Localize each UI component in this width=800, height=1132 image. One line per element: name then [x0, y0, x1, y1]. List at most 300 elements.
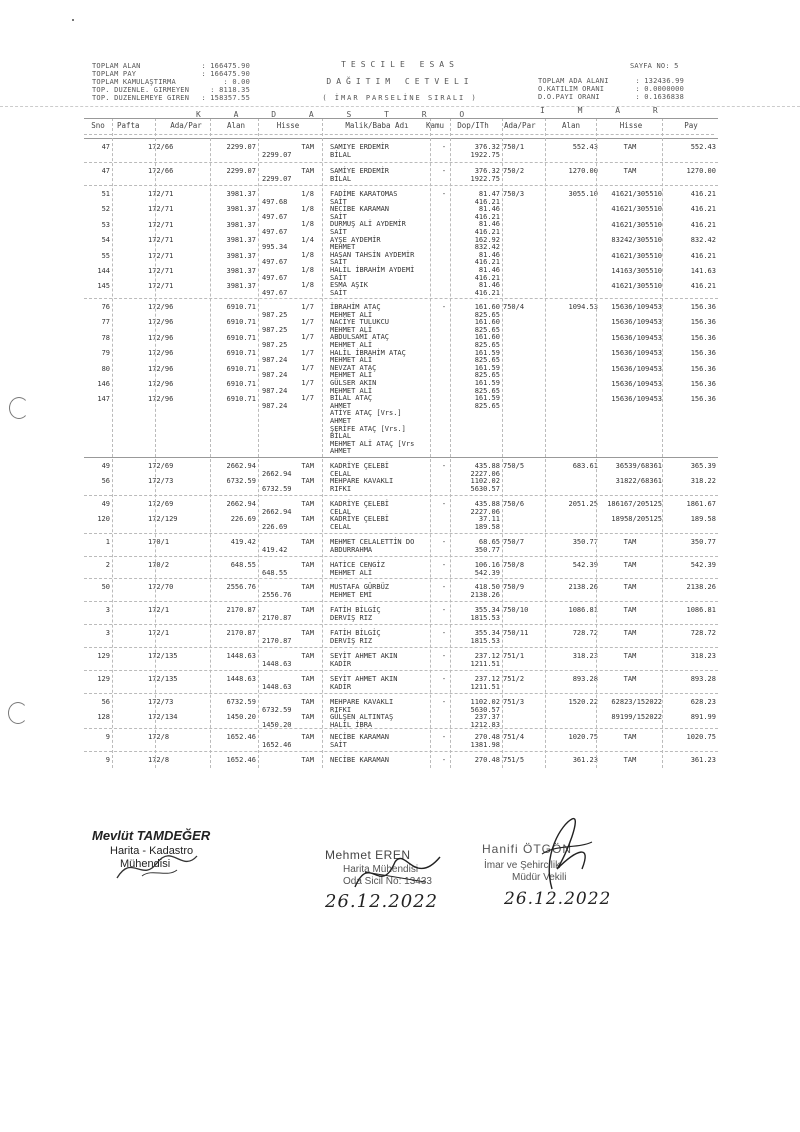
row-sno	[84, 607, 110, 615]
row-hisse-line: TAM	[301, 143, 314, 151]
row-pay-line: 365.39	[690, 462, 716, 470]
row-imar-ada	[503, 607, 543, 615]
row-alan-line: 6732.59	[226, 477, 256, 486]
row-imar-hisse-line: 41621/305510	[611, 251, 662, 260]
row-imar-hisse	[598, 539, 662, 547]
row-hisse-line: 1/8	[301, 205, 314, 214]
row-dop-ith-line: 161.60	[474, 318, 500, 327]
row-kamu	[440, 676, 448, 684]
section-imar: I M A R	[540, 106, 672, 115]
row-imar-ada-line: 750/1	[503, 143, 525, 151]
row-hisse-line: TAM	[301, 561, 314, 569]
row-alan-line: 6910.71	[226, 379, 256, 388]
row-sno	[84, 676, 110, 684]
row-malik-line: HALİL İBRA	[330, 720, 373, 729]
row-alan	[200, 539, 256, 547]
row-alan-line: 3981.37	[226, 236, 256, 245]
row-pay-line: 156.36	[690, 364, 716, 373]
row-pay-line: 542.39	[690, 561, 716, 569]
row-pay	[668, 676, 716, 684]
row-dop-ith-line: 2227.06	[470, 469, 500, 478]
row-alan-line: 3981.37	[226, 251, 256, 260]
row-sno	[84, 562, 110, 570]
row-malik-line: MEHMET CELALETTİN DO	[330, 538, 415, 546]
row-pay	[668, 630, 716, 638]
row-malik-line: HASAN TAHSİN AYDEMİR	[330, 250, 415, 259]
row-pay-line: 2138.26	[686, 583, 716, 591]
row-malik-line: NECİBE KARAMAN	[330, 733, 390, 741]
title-line-1: TESCILE ESAS	[341, 60, 459, 69]
row-malik-line: FATİH BİLGİÇ	[330, 606, 381, 614]
row-dop-ith-line: 825.65	[474, 310, 500, 319]
header-total-value: : 166475.90	[201, 70, 250, 78]
row-malik	[330, 607, 430, 622]
row-malik-line: CELAL	[330, 507, 352, 516]
row-hisse-line: 1450.20	[262, 720, 292, 729]
row-kamu-line: -	[441, 733, 447, 741]
row-ada-parsel-line: 172/135	[148, 652, 178, 660]
row-dop-ith-line: 418.50	[474, 583, 500, 591]
column-header-6: Kamu	[426, 121, 445, 130]
row-dop-ith	[450, 676, 500, 691]
row-pay-line: 156.36	[690, 333, 716, 342]
row-pay	[668, 607, 716, 615]
row-malik-line: GÜLŞEN ALTINTAŞ	[330, 713, 394, 722]
row-malik	[330, 539, 430, 554]
row-sno-line: 76	[101, 303, 110, 311]
row-imar-ada-line: 750/8	[503, 561, 525, 569]
scan-speck	[72, 19, 74, 21]
row-sno-line: 78	[101, 333, 110, 342]
row-imar-hisse	[598, 734, 662, 742]
section-kadastro: K A D A S T R O	[196, 110, 479, 119]
row-dop-ith-line: 81.46	[478, 205, 500, 214]
row-imar-ada-line: 751/5	[503, 756, 525, 764]
row-sno-line: 54	[101, 236, 110, 245]
row-imar-hisse-line: 89199/152022	[611, 713, 662, 722]
row-hisse-line: 987.24	[262, 371, 288, 380]
row-imar-hisse-line: 18958/205125	[611, 515, 662, 524]
row-malik-line: CELAL	[330, 469, 352, 478]
row-ada-parsel-line: 172/71	[148, 251, 174, 260]
row-imar-hisse-line: 15636/109453	[611, 349, 662, 358]
column-header-1: Pafta	[117, 121, 140, 130]
signer-name: Mevlüt TAMDEĞER	[92, 828, 211, 843]
row-imar-hisse-line: TAM	[623, 756, 637, 764]
row-dop-ith-line: 355.34	[474, 606, 500, 614]
row-hisse-line: 226.69	[262, 522, 288, 531]
row-hisse	[262, 734, 314, 749]
row-malik-line: ATİYE ATAÇ [Vrs.]	[330, 409, 402, 418]
row-alan-line: 2662.94	[226, 500, 256, 508]
row-dop-ith-line: 81.46	[478, 265, 500, 274]
row-imar-hisse	[598, 630, 662, 638]
row-imar-alan-line: 1020.75	[568, 733, 598, 741]
row-imar-hisse	[598, 584, 662, 592]
row-hisse-line: TAM	[301, 477, 314, 486]
row-imar-hisse-line: 15636/109453	[611, 303, 662, 311]
row-dop-ith-line: 161.60	[474, 333, 500, 342]
row-sno	[84, 463, 110, 494]
row-imar-hisse	[598, 607, 662, 615]
row-dop-ith-line: 416.21	[474, 212, 500, 221]
row-imar-alan	[546, 676, 598, 684]
row-imar-ada-line: 750/5	[503, 462, 525, 470]
row-sno	[84, 539, 110, 547]
header-page-number: SAYFA NO: 5	[630, 62, 679, 70]
row-imar-alan	[546, 144, 598, 152]
row-pay	[668, 562, 716, 570]
row-pay-line: 156.36	[690, 379, 716, 388]
row-kamu-line: -	[441, 190, 447, 198]
row-malik	[330, 757, 430, 765]
row-imar-alan-line: 318.23	[572, 652, 598, 660]
row-separator	[84, 751, 718, 752]
row-malik	[330, 562, 430, 577]
row-dop-ith-line: 376.32	[474, 143, 500, 151]
row-imar-hisse	[598, 168, 662, 176]
row-malik-line: FADİME KARATOMAS	[330, 190, 398, 198]
signer-title: Harita Mühendisi	[343, 864, 419, 875]
row-dop-ith-line: 1211.51	[470, 659, 500, 668]
row-malik	[330, 653, 430, 668]
row-sno	[84, 501, 110, 532]
row-sno-line: 120	[97, 515, 110, 524]
row-hisse-line: 1/7	[301, 394, 314, 403]
row-separator	[84, 162, 718, 163]
row-hisse-line: 1/8	[301, 265, 314, 274]
column-guide	[210, 118, 211, 768]
row-dop-ith-line: 81.46	[478, 250, 500, 259]
row-hisse-line: 648.55	[262, 568, 288, 577]
row-pay-line: 416.21	[690, 220, 716, 229]
row-ada-parsel-line: 170/2	[148, 561, 170, 569]
row-alan	[200, 463, 256, 494]
row-kamu-line: -	[441, 652, 447, 660]
row-sno-line: 146	[97, 379, 110, 388]
row-imar-alan-line: 1086.81	[568, 606, 598, 614]
row-pay-line: 416.21	[690, 205, 716, 214]
row-ada-parsel-line: 172/96	[148, 318, 174, 327]
row-alan-line: 6732.59	[226, 698, 256, 706]
row-sno	[84, 630, 110, 638]
row-dop-ith-line: 189.58	[474, 522, 500, 531]
row-malik-line: SAİT	[330, 212, 347, 221]
row-dop-ith-line: 1815.53	[470, 636, 500, 645]
row-imar-alan	[546, 168, 598, 176]
row-imar-hisse-line: 41621/305510	[611, 220, 662, 229]
row-hisse-line: 987.24	[262, 356, 288, 365]
row-imar-hisse	[598, 699, 662, 730]
row-sno-line: 52	[101, 205, 110, 214]
row-imar-ada	[503, 539, 543, 547]
row-imar-hisse	[598, 562, 662, 570]
row-hisse	[262, 168, 314, 183]
row-malik	[330, 630, 430, 645]
signature-block-2	[325, 848, 475, 912]
row-malik-line: SAİT	[330, 258, 347, 267]
row-sno-line: 145	[97, 282, 110, 291]
row-imar-hisse	[598, 144, 662, 152]
row-alan	[200, 304, 256, 412]
row-dop-ith-line: 825.65	[474, 401, 500, 410]
row-malik-line: MEHPARE KAVAKLI	[330, 698, 394, 706]
row-kamu-line: -	[441, 167, 447, 175]
row-imar-ada-line: 751/1	[503, 652, 525, 660]
row-sno-line: 51	[101, 190, 110, 198]
row-kamu	[440, 584, 448, 592]
row-alan-line: 6910.71	[226, 333, 256, 342]
row-imar-ada-line: 750/2	[503, 167, 525, 175]
row-hisse-line: 497.67	[262, 258, 288, 267]
row-pay-line: 361.23	[690, 756, 716, 764]
row-dop-ith-line: 2138.26	[470, 590, 500, 599]
row-dop-ith-line: 435.88	[474, 500, 500, 508]
row-hisse	[262, 653, 314, 668]
row-imar-alan	[546, 699, 598, 707]
row-hisse-line: 419.42	[262, 545, 288, 554]
row-ada-parsel-line: 172/1	[148, 629, 170, 637]
row-malik-line: NACİYE TULUKCU	[330, 318, 390, 327]
row-malik-line: SAMIYE ERDEMİR	[330, 143, 390, 151]
row-malik-line: KADRİYE ÇELEBİ	[330, 500, 390, 508]
row-imar-alan	[546, 630, 598, 638]
row-alan-line: 6910.71	[226, 395, 256, 404]
row-malik-line: DURMUŞ ALİ AYDEMİR	[330, 220, 406, 229]
row-dop-ith	[450, 562, 500, 577]
column-guide	[450, 118, 451, 768]
row-dop-ith-line: 416.21	[474, 288, 500, 297]
row-dop-ith-line: 416.21	[474, 197, 500, 206]
row-malik-line: BİLAL	[330, 174, 352, 183]
row-sno-line: 128	[97, 713, 110, 722]
row-dop-ith-line: 350.77	[474, 545, 500, 554]
row-alan-line: 6910.71	[226, 303, 256, 311]
row-pay	[668, 584, 716, 592]
row-malik-line: MEHMET ALİ	[330, 356, 373, 365]
row-alan-line: 2662.94	[226, 462, 256, 470]
row-hisse-line: 1/7	[301, 348, 314, 357]
row-kamu-line: -	[441, 698, 447, 706]
row-sno-line: 1	[105, 538, 110, 546]
row-malik-line: MEHMET ALİ	[330, 568, 373, 577]
row-dop-ith-line: 162.92	[474, 235, 500, 244]
column-header-4: Hisse	[276, 121, 300, 130]
row-ada-parsel-line: 172/8	[148, 756, 170, 764]
row-hisse-line: 1/7	[301, 303, 314, 311]
row-pay	[668, 757, 716, 765]
row-imar-alan-line: 683.61	[572, 462, 598, 470]
row-dop-ith-line: 1922.75	[470, 174, 500, 183]
header-ratio-value: : 0.0000000	[635, 85, 684, 93]
row-imar-alan-line: 728.72	[572, 629, 598, 637]
row-kamu	[440, 630, 448, 638]
row-imar-ada	[503, 144, 543, 152]
row-dop-ith-line: 237.37	[474, 713, 500, 722]
signer-title-2: Mühendisi	[120, 858, 171, 870]
column-header-3: Alan	[226, 121, 246, 130]
signer-title: Harita - Kadastro	[110, 845, 194, 857]
header-divider	[84, 118, 718, 119]
row-imar-alan-line: 1520.22	[568, 698, 598, 706]
row-imar-ada-line: 750/6	[503, 500, 525, 508]
row-hisse-line: 987.25	[262, 340, 288, 349]
header-ratio-label: TOPLAM ADA ALANI	[538, 77, 609, 85]
row-imar-ada-line: 750/9	[503, 583, 525, 591]
row-dop-ith-line: 68.65	[478, 538, 500, 546]
row-imar-ada	[503, 757, 543, 765]
column-guide	[322, 118, 323, 768]
row-separator	[84, 728, 718, 729]
row-dop-ith-line: 1212.83	[470, 720, 500, 729]
row-pay	[668, 501, 716, 532]
row-hisse-line: 2170.87	[262, 613, 292, 622]
row-dop-ith	[450, 144, 500, 159]
row-pay-line: 416.21	[690, 282, 716, 291]
row-imar-hisse	[598, 304, 662, 412]
row-pay	[668, 653, 716, 661]
row-hisse	[262, 539, 314, 554]
row-malik-line: SAMİYE ERDEMİR	[330, 167, 390, 175]
row-pay	[668, 463, 716, 494]
row-dop-ith-line: 237.12	[474, 675, 500, 683]
row-hisse-line: TAM	[301, 698, 314, 706]
row-hisse-line: 2299.07	[262, 174, 292, 183]
row-hisse-line: 497.67	[262, 288, 288, 297]
row-hisse-line: 2662.94	[262, 469, 292, 478]
row-pay-line: 350.77	[690, 538, 716, 546]
row-kamu	[440, 734, 448, 742]
row-dop-ith-line: 1211.51	[470, 682, 500, 691]
row-alan-line: 3981.37	[226, 220, 256, 229]
punch-hole-mark	[9, 397, 29, 419]
row-sno-line: 129	[97, 652, 110, 660]
row-ada-parsel-line: 172/66	[148, 143, 174, 151]
row-alan-line: 648.55	[230, 561, 256, 569]
row-imar-alan	[546, 562, 598, 570]
row-imar-ada	[503, 584, 543, 592]
row-imar-hisse-line: 83242/305510	[611, 236, 662, 245]
row-pay	[668, 699, 716, 730]
row-imar-hisse-line: 186167/205125	[607, 500, 662, 508]
row-hisse-line: TAM	[301, 500, 314, 508]
row-ada-parsel-line: 172/70	[148, 583, 174, 591]
row-imar-hisse	[598, 676, 662, 684]
row-kamu-line: -	[441, 538, 447, 546]
row-malik	[330, 168, 430, 183]
row-hisse	[262, 304, 314, 410]
row-imar-hisse	[598, 463, 662, 494]
row-sno-line: 3	[105, 606, 110, 614]
header-ratio-value: : 0.1636838	[635, 93, 684, 101]
row-kamu-line: -	[441, 629, 447, 637]
row-sno-line: 80	[101, 364, 110, 373]
row-pay	[668, 734, 716, 742]
row-dop-ith-line: 37.11	[478, 515, 500, 524]
row-dop-ith	[450, 168, 500, 183]
row-dop-ith-line: 435.88	[474, 462, 500, 470]
row-ada-parsel-line: 172/71	[148, 220, 174, 229]
row-sno	[84, 304, 110, 412]
row-hisse-line: 6732.59	[262, 705, 292, 714]
row-hisse-line: TAM	[301, 629, 314, 637]
row-hisse	[262, 501, 314, 531]
row-imar-ada	[503, 191, 543, 199]
row-hisse-line: TAM	[301, 583, 314, 591]
row-pay-line: 1861.67	[686, 500, 716, 508]
row-pay	[668, 191, 716, 299]
row-malik-line: MEHMET ALİ	[330, 386, 373, 395]
handwritten-signature	[522, 814, 602, 894]
row-malik-line: MEHMET ALİ	[330, 340, 373, 349]
row-hisse	[262, 757, 314, 765]
row-alan-line: 2299.07	[226, 143, 256, 151]
row-hisse-line: 995.34	[262, 243, 288, 252]
row-kamu	[440, 562, 448, 570]
row-kamu	[440, 653, 448, 661]
row-ada-parsel-line: 172/134	[148, 713, 178, 722]
row-kamu	[440, 191, 448, 199]
row-hisse	[262, 463, 314, 493]
signer-title-2: Oda Sicil No: 13433	[343, 876, 432, 887]
row-hisse-line: 987.24	[262, 386, 288, 395]
title-line-2: DAĞITIM CETVELI	[326, 77, 474, 86]
row-hisse	[262, 191, 314, 297]
row-kamu-line: -	[441, 143, 447, 151]
row-sno-line: 50	[101, 583, 110, 591]
row-imar-alan	[546, 501, 598, 509]
row-alan-line: 6910.71	[226, 349, 256, 358]
row-imar-ada	[503, 304, 543, 312]
row-imar-alan-line: 552.43	[572, 143, 598, 151]
row-dop-ith	[450, 607, 500, 622]
row-dop-ith-line: 161.59	[474, 394, 500, 403]
row-malik-line: KADRİYE ÇELEBİ	[330, 462, 390, 470]
row-pay-line: 1270.00	[686, 167, 716, 175]
handwritten-signature	[112, 848, 202, 888]
column-header-9: Alan	[561, 121, 581, 130]
row-alan	[200, 144, 256, 152]
row-malik-line: MEHPARE KAVAKLI	[330, 477, 394, 486]
row-kamu-line: -	[441, 756, 447, 764]
row-imar-ada	[503, 699, 543, 707]
row-dop-ith-line: 542.39	[474, 568, 500, 577]
row-sno-line: 9	[105, 756, 110, 764]
row-imar-hisse	[598, 757, 662, 765]
row-kamu	[440, 699, 448, 707]
row-dop-ith-line: 161.60	[474, 303, 500, 311]
row-separator	[84, 298, 718, 299]
row-imar-alan-line: 2051.25	[568, 500, 598, 508]
row-hisse	[262, 676, 314, 691]
row-ada-parsel-line: 172/96	[148, 364, 174, 373]
row-hisse-line: 2662.94	[262, 507, 292, 516]
row-imar-hisse-line: 31822/68361	[615, 477, 662, 486]
row-hisse-line: 987.25	[262, 310, 288, 319]
row-imar-hisse	[598, 653, 662, 661]
row-dop-ith-line: 1102.02	[470, 698, 500, 706]
row-imar-ada	[503, 653, 543, 661]
row-dop-ith-line: 161.59	[474, 363, 500, 372]
row-sno	[84, 653, 110, 661]
row-kamu	[440, 463, 448, 471]
row-malik	[330, 304, 430, 456]
row-imar-alan-line: 542.39	[572, 561, 598, 569]
row-sno-line: 77	[101, 318, 110, 327]
row-imar-hisse-line: 41621/305510	[611, 205, 662, 214]
row-imar-ada	[503, 463, 543, 471]
row-separator	[84, 138, 718, 139]
